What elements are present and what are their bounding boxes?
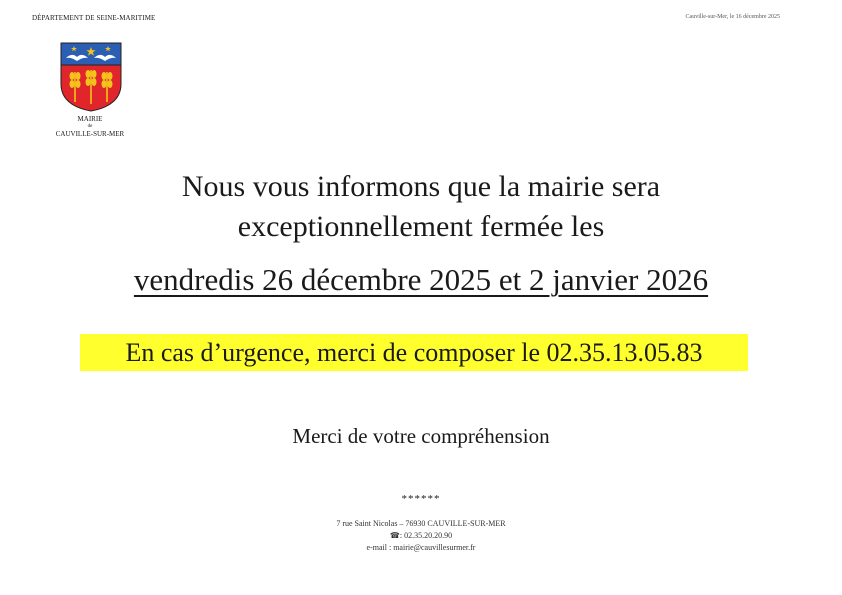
- separator-stars: ******: [401, 493, 441, 505]
- urgence-banner: En cas d’urgence, merci de composer le 02.35.13.05.83: [80, 334, 748, 371]
- department-label: DÉPARTEMENT DE SEINE-MARITIME: [32, 14, 156, 22]
- footer-email: e-mail : mairie@cauvillesurmer.fr: [366, 543, 476, 552]
- footer-phone: [0, 531, 842, 540]
- notice-dates: [0, 262, 842, 298]
- mairie-line3: CAUVILLE-SUR-MER: [55, 130, 125, 138]
- footer-phone-number: : 02.35.20.20.90: [399, 531, 453, 540]
- footer-address: 7 rue Saint Nicolas – 76930 CAUVILLE-SUR-MER: [336, 519, 506, 528]
- coat-of-arms-icon: [60, 42, 122, 112]
- place-date: Cauville-sur-Mer, le 16 décembre 2025: [685, 14, 780, 20]
- mairie-line2: de: [87, 124, 93, 129]
- notice-line2: exceptionnellement fermée les: [237, 210, 605, 243]
- telephone-icon: ☎: [389, 531, 400, 540]
- mairie-line1: MAIRIE: [77, 115, 103, 123]
- notice-line1: Nous vous informons que la mairie sera: [181, 170, 661, 203]
- thanks-line: Merci de votre compréhension: [292, 424, 550, 448]
- notice-dates-text: vendredis 26 décembre 2025 et 2 janvier 2026: [133, 262, 709, 297]
- mairie-caption: [30, 115, 150, 139]
